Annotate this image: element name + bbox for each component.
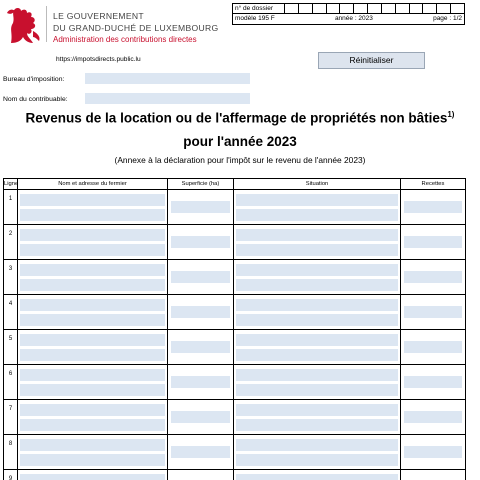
location-input-2[interactable] <box>236 314 398 326</box>
dossier-digit[interactable] <box>382 4 396 13</box>
footnote-mark: 1) <box>447 110 455 119</box>
tenant-address-input[interactable] <box>20 384 165 396</box>
tenant-name-input[interactable] <box>20 439 165 451</box>
header-situation: Situation <box>234 179 401 189</box>
title-line-1: Revenus de la location ou de l'affermage de propriétés non bâties <box>25 110 448 126</box>
location-input-2[interactable] <box>236 279 398 291</box>
table-row <box>4 435 465 470</box>
table-row <box>4 330 465 365</box>
location-input[interactable] <box>236 474 398 480</box>
area-input[interactable] <box>171 341 230 353</box>
location-input[interactable] <box>236 334 398 346</box>
area-input[interactable] <box>171 306 230 318</box>
dossier-digit[interactable] <box>437 4 451 13</box>
dossier-digit[interactable] <box>285 4 299 13</box>
location-input-2[interactable] <box>236 244 398 256</box>
tenant-name-input[interactable] <box>20 264 165 276</box>
dossier-digit[interactable] <box>368 4 382 13</box>
table-row <box>4 260 465 295</box>
row-number: 5 <box>4 330 18 364</box>
header-nom: Nom et adresse du fermier <box>18 179 168 189</box>
taxpayer-name-input[interactable] <box>85 93 250 104</box>
location-input[interactable] <box>236 299 398 311</box>
receipts-input[interactable] <box>404 236 462 248</box>
location-input[interactable] <box>236 439 398 451</box>
receipts-input[interactable] <box>404 411 462 423</box>
page-number: page : 1/2 <box>433 15 462 22</box>
location-input[interactable] <box>236 229 398 241</box>
rental-income-table <box>3 178 466 480</box>
table-row <box>4 470 465 480</box>
receipts-input[interactable] <box>404 271 462 283</box>
row-number: 2 <box>4 225 18 259</box>
page-subtitle: (Annexe à la déclaration pour l'impôt sur le revenu de l'année 2023) <box>114 155 366 165</box>
receipts-input[interactable] <box>404 341 462 353</box>
receipts-input[interactable] <box>404 376 462 388</box>
dossier-box <box>232 3 465 25</box>
receipts-input[interactable] <box>404 306 462 318</box>
row-number: 4 <box>4 295 18 329</box>
bureau-label: Bureau d'imposition: <box>3 76 65 83</box>
model-number: modèle 195 F <box>235 15 275 22</box>
dossier-digit[interactable] <box>396 4 410 13</box>
row-number: 9 <box>4 470 18 480</box>
dossier-digit[interactable] <box>410 4 424 13</box>
header-ligne: Ligne <box>4 181 19 187</box>
location-input[interactable] <box>236 264 398 276</box>
location-input[interactable] <box>236 194 398 206</box>
tax-year: année : 2023 <box>334 15 373 22</box>
tenant-name-input[interactable] <box>20 334 165 346</box>
table-row <box>4 190 465 225</box>
bureau-input[interactable] <box>85 73 250 84</box>
area-input[interactable] <box>171 446 230 458</box>
tenant-name-input[interactable] <box>20 229 165 241</box>
location-input-2[interactable] <box>236 419 398 431</box>
tenant-name-input[interactable] <box>20 369 165 381</box>
website-url: https://impotsdirects.public.lu <box>56 56 141 63</box>
location-input-2[interactable] <box>236 454 398 466</box>
taxpayer-name-label: Nom du contribuable: <box>3 96 68 103</box>
dossier-digit[interactable] <box>354 4 368 13</box>
table-header <box>4 179 465 190</box>
location-input-2[interactable] <box>236 209 398 221</box>
header-superficie: Superficie (ha) <box>168 179 234 189</box>
tenant-address-input[interactable] <box>20 314 165 326</box>
tenant-address-input[interactable] <box>20 244 165 256</box>
area-input[interactable] <box>171 411 230 423</box>
luxembourg-lion-logo-icon <box>3 3 45 47</box>
dossier-digit[interactable] <box>340 4 354 13</box>
row-number: 6 <box>4 365 18 399</box>
area-input[interactable] <box>171 376 230 388</box>
table-row <box>4 365 465 400</box>
gov-line-2: DU GRAND-DUCHÉ DE LUXEMBOURG <box>53 22 219 33</box>
gov-line-1: LE GOUVERNEMENT <box>53 11 144 21</box>
logo-divider <box>46 6 47 42</box>
dossier-digit[interactable] <box>313 4 327 13</box>
tenant-address-input[interactable] <box>20 279 165 291</box>
tenant-name-input[interactable] <box>20 474 165 480</box>
dossier-label: n° de dossier <box>233 4 285 13</box>
tenant-name-input[interactable] <box>20 194 165 206</box>
table-row <box>4 225 465 260</box>
receipts-input[interactable] <box>404 201 462 213</box>
tenant-name-input[interactable] <box>20 299 165 311</box>
area-input[interactable] <box>171 201 230 213</box>
gov-line-3: Administration des contributions directes <box>53 35 197 44</box>
table-row <box>4 400 465 435</box>
table-row <box>4 295 465 330</box>
location-input-2[interactable] <box>236 349 398 361</box>
reset-button[interactable]: Réinitialiser <box>318 52 425 69</box>
area-input[interactable] <box>171 271 230 283</box>
dossier-digit[interactable] <box>451 4 464 13</box>
location-input-2[interactable] <box>236 384 398 396</box>
area-input[interactable] <box>171 236 230 248</box>
location-input[interactable] <box>236 404 398 416</box>
tenant-address-input[interactable] <box>20 349 165 361</box>
header-recettes: Recettes <box>421 181 445 187</box>
page-title <box>0 110 480 126</box>
tenant-address-input[interactable] <box>20 419 165 431</box>
dossier-digit[interactable] <box>327 4 341 13</box>
row-number: 7 <box>4 400 18 434</box>
dossier-digit[interactable] <box>423 4 437 13</box>
row-number: 8 <box>4 435 18 469</box>
dossier-digit[interactable] <box>299 4 313 13</box>
row-number: 1 <box>4 190 18 224</box>
location-input[interactable] <box>236 369 398 381</box>
page-title-year: pour l'année 2023 <box>183 134 297 149</box>
receipts-input[interactable] <box>404 446 462 458</box>
row-number: 3 <box>4 260 18 294</box>
tenant-address-input[interactable] <box>20 454 165 466</box>
tenant-address-input[interactable] <box>20 209 165 221</box>
government-name <box>53 11 219 46</box>
tenant-name-input[interactable] <box>20 404 165 416</box>
